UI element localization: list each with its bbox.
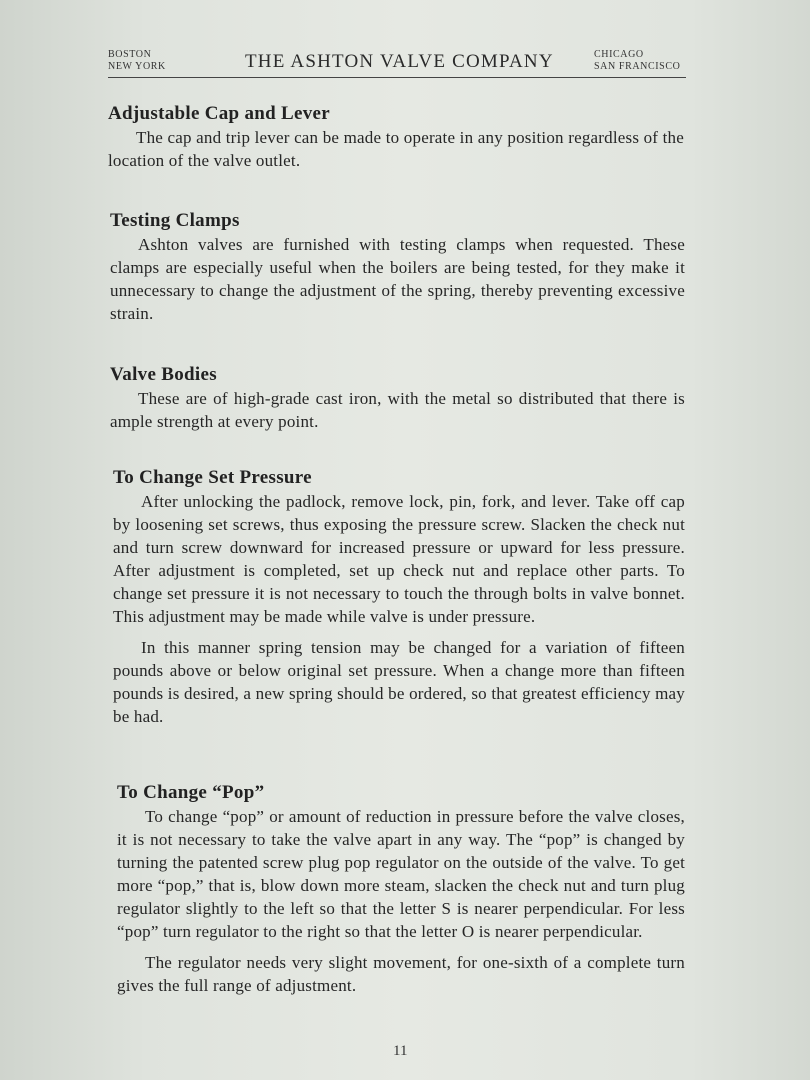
header-right-cities — [594, 49, 680, 73]
header-city-san-francisco: SAN FRANCISCO — [594, 61, 681, 72]
section-paragraph: The cap and trip lever can be made to operate in any position regardless of the location of the valve outlet. — [108, 128, 684, 170]
section-heading: Adjustable Cap and Lever — [108, 103, 331, 124]
section-valve-bodies — [110, 363, 685, 433]
section-heading: Valve Bodies — [110, 364, 217, 385]
section-change-pop — [117, 781, 685, 997]
section-adjustable-cap — [108, 102, 684, 172]
section-paragraph: In this manner spring tension may be changed for a variation of fifteen pounds above or below original set pressure. When a change more than fifteen pounds is desired, a new spring should be ordered, so that greatest efficiency may be had. — [113, 638, 685, 726]
header-city-chicago: CHICAGO — [594, 49, 644, 60]
section-paragraph: After unlocking the padlock, remove lock, pin, fork, and lever. Take off cap by loosening set screws, thus exposing the pressure screw. Slacken the check nut and turn screw downward for increased pressure or upward for less pressure. After adjustment is completed, set up check nut and replace other parts. To change set pressure it is not necessary to touch the through bolts in valve bonnet. This adjustment may be made while valve is under pressure. — [113, 492, 685, 626]
section-paragraph: To change “pop” or amount of reduction in pressure before the valve closes, it is not necessary to take the valve apart in any way. The “pop” is changed by turning the patented screw plug pop regulator on the outside of the valve. To get more “pop,” that is, blow down more steam, slacken the check nut and turn plug regulator slightly to the left so that the letter S is nearer perpendicular. For less “pop” turn regulator to the right so that the letter O is nearer perpendicular. — [117, 807, 685, 941]
section-paragraph: Ashton valves are furnished with testing clamps when requested. These clamps are especially useful when the boilers are being tested, for they make it unnecessary to change the adjustment of the spring, thereby preventing excessive strain. — [110, 235, 685, 323]
section-heading: To Change Set Pressure — [113, 467, 312, 488]
section-paragraph: These are of high-grade cast iron, with the metal so distributed that there is ample strength at every point. — [110, 389, 685, 431]
section-paragraph: The regulator needs very slight movement, for one-sixth of a complete turn gives the full range of adjustment. — [117, 953, 685, 995]
header-company-title: THE ASHTON VALVE COMPANY — [245, 51, 554, 72]
header-city-boston: BOSTON — [108, 49, 152, 60]
section-heading: To Change “Pop” — [117, 782, 265, 803]
header-rule — [108, 77, 686, 78]
header-city-new-york: NEW YORK — [108, 61, 166, 72]
section-testing-clamps — [110, 209, 685, 325]
page-number: 11 — [393, 1043, 408, 1059]
header-left-cities — [108, 49, 166, 73]
section-heading: Testing Clamps — [110, 210, 240, 231]
section-change-set-pressure — [113, 466, 685, 728]
